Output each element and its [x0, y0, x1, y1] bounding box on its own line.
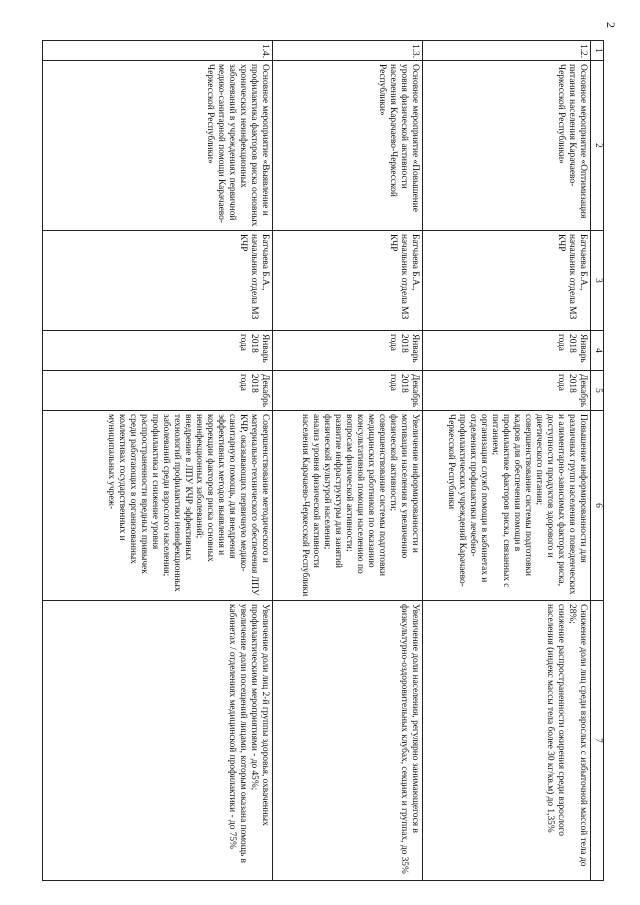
event-cell: Основное мероприятие «Повышение уровня физической активности населения Карачаево-Черкесской Республики» — [273, 61, 423, 231]
table-row — [43, 41, 273, 881]
direction-item: организация служб помощи в кабинетах и отделениях профилактики лечебно-профилактических учреждений Карачаево-Черкесской Республики — [446, 414, 489, 587]
direction-item: совершенствование системы подготовки медицинских работников по оказанию консультативной помощи населению по вопросам физической активности; — [344, 414, 387, 576]
table-row — [273, 41, 423, 881]
direction-item: внедрение в ЛПУ КЧР эффективных технологий профилактики неинфекционных заболеваний среди взрослого населения; — [161, 414, 193, 592]
header-cell: 3 — [591, 231, 604, 331]
result-item: Увеличение доли населения, регулярно занимающегося в физкультурно-оздоровительных клубах, секциях и группах, до 35% — [399, 604, 420, 874]
responsible-cell: Батчаева Б.А., начальник отдела МЗ КЧР — [273, 231, 423, 331]
event-cell: Основное мероприятие «Оптимизация питания населения Карачаево-Черкесской Республики» — [423, 61, 591, 231]
header-cell: 5 — [591, 371, 604, 411]
result-item: Увеличение доли лиц 2-й группы здоровья, охваченных профилактическими мероприятиями - до 45%; — [249, 604, 270, 826]
row-number: 1.3. — [273, 41, 423, 61]
directions-cell — [43, 411, 273, 601]
row-number: 1.4. — [43, 41, 273, 61]
direction-item: Повышение информированности для различных групп населения о поведенческих и алиментарно-зависимых факторах риска, доступности продуктов здорового и диетического питания; — [534, 414, 588, 595]
row-number: 1.2. — [423, 41, 591, 61]
table-row — [423, 41, 591, 881]
start-cell: Январь 2018 года — [273, 331, 423, 371]
start-cell: Январь 2018 года — [423, 331, 591, 371]
header-cell: 2 — [591, 61, 604, 231]
event-cell: Основное мероприятие «Выявление и профилактика факторов риска основных хронических неинфекционных заболеваний в учреждениях первичной медико-санитарной помощи Карачаево-Черкесской Республики» — [43, 61, 273, 231]
result-cell — [423, 601, 591, 881]
header-cell: 6 — [591, 411, 604, 601]
end-cell: Декабрь 2018 года — [43, 371, 273, 411]
direction-item: совершенствование системы подготовки кадров для обеспечения помощи в профилактике факторов риска, связанных с питанием; — [490, 414, 533, 588]
responsible-cell: Батчаева Б.А., начальник отдела МЗ КЧР — [43, 231, 273, 331]
start-cell: Январь 2018 года — [43, 331, 273, 371]
directions-cell — [423, 411, 591, 601]
end-cell: Декабрь 2018 года — [273, 371, 423, 411]
header-cell: 4 — [591, 331, 604, 371]
direction-item: Увеличение информированности и мотивации населения к увеличению физической активности; — [388, 414, 420, 559]
result-cell — [273, 601, 423, 881]
result-item: Снижение доли лиц среди взрослых с избыточной массой тела до 28%; — [567, 604, 588, 867]
direction-item: развитие инфраструктуры для занятий физической культурой населения; — [322, 414, 343, 569]
header-row — [591, 41, 604, 881]
direction-item: профилактика и снижение уровня распространенности вредных привычек среди работающих в организованных коллективах государственных и муниципальных учреж- — [106, 414, 160, 574]
direction-item: Совершенствование методического и материально-технического обеспечения ЛПУ КЧР, оказывающих первичную медико-санитарную помощь, для внедрения эффективных методов выявления и коррекции факторов риска основных неинфекционных заболеваний; — [194, 414, 270, 596]
header-cell: 7 — [591, 601, 604, 881]
page-number: 2 — [604, 22, 618, 28]
result-cell — [43, 601, 273, 881]
header-cell: 1 — [591, 41, 604, 61]
direction-item: анализ уровня физической активности населения Карачаево-Черкесской Республики — [300, 414, 321, 597]
result-item: увеличение доли посещений лицами, которым оказана помощь в кабинетах / отделениях медицинской профилактики - до 75% — [227, 604, 248, 863]
responsible-cell: Батчаева Б.А., начальник отдела МЗ КЧР — [423, 231, 591, 331]
end-cell: Декабрь 2018 года — [423, 371, 591, 411]
result-item: снижение распространенности ожирения среди взрослого населения (индекс массы тела более 30 кг/кв.м) до 1,35% — [545, 604, 566, 836]
directions-cell — [273, 411, 423, 601]
program-table — [42, 40, 604, 881]
